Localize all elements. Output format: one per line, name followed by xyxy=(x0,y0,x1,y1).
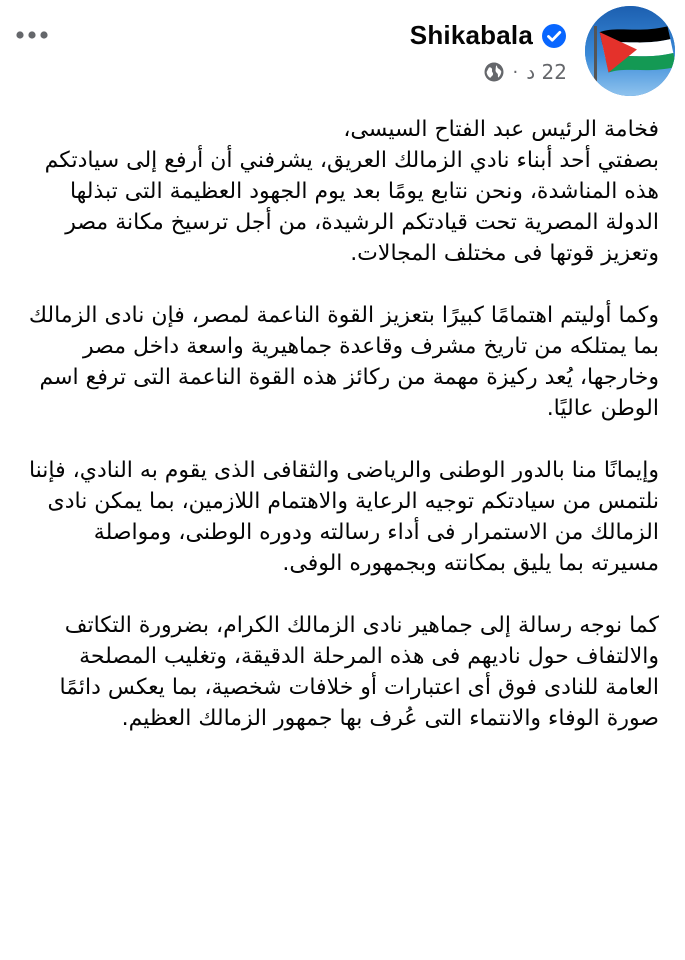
post-paragraph: وكما أوليتم اهتمامًا كبيرًا بتعزيز القوة الناعمة لمصر، فإن نادى الزمالك بما يمتلكه من تاريخ مشرف وقاعدة جماهيرية واسعة داخل مصر وخارجها، يُعد ركيزة مهمة من ركائز هذه القوة الناعمة التى ترفع اسم الوطن عاليًا. xyxy=(28,303,659,421)
author-name[interactable]: Shikabala xyxy=(409,20,533,50)
palestine-flag-avatar xyxy=(585,6,675,96)
author-row xyxy=(410,20,567,51)
author-avatar[interactable] xyxy=(585,6,675,96)
post-timestamp[interactable]: 22 د xyxy=(526,60,567,84)
post-text xyxy=(28,114,659,734)
meta-separator: · xyxy=(512,61,519,83)
globe-icon[interactable] xyxy=(483,61,505,83)
verified-badge-icon xyxy=(541,23,567,49)
post-paragraph: فخامة الرئيس عبد الفتاح السيسى، بصفتي أحد أبناء نادي الزمالك العريق، يشرفني أن أرفع إلى سيادتكم هذه المناشدة، ونحن نتابع يومًا بعد يوم الجهود العظيمة التى تبذلها الدولة المصرية تحت قيادتكم الرشيدة، من أجل ترسيخ مكانة مصر وتعزيز قوتها فى مختلف المجالات. xyxy=(44,117,659,266)
more-horizontal-icon xyxy=(15,30,49,40)
post-paragraph: وإيمانًا منا بالدور الوطنى والرياضى والثقافى الذى يقوم به النادي، فإننا نلتمس من سيادتكم توجيه الرعاية والاهتمام اللازمين، بما يمكن نادى الزمالك من الاستمرار فى أداء رسالته ودوره الوطنى، ومواصلة مسيرته بما يليق بمكانته وبجمهوره الوفى. xyxy=(28,458,659,576)
post-meta xyxy=(483,60,567,84)
more-options-button[interactable] xyxy=(10,20,54,50)
post-paragraph: كما نوجه رسالة إلى جماهير نادى الزمالك الكرام، بضرورة التكاتف والالتفاف حول ناديهم فى هذه المرحلة الدقيقة، وتغليب المصلحة العامة للنادى فوق أى اعتبارات أو خلافات شخصية، بما يعكس دائمًا صورة الوفاء والانتماء التى عُرف بها جمهور الزمالك العظيم. xyxy=(59,613,659,731)
post-header xyxy=(0,0,685,100)
